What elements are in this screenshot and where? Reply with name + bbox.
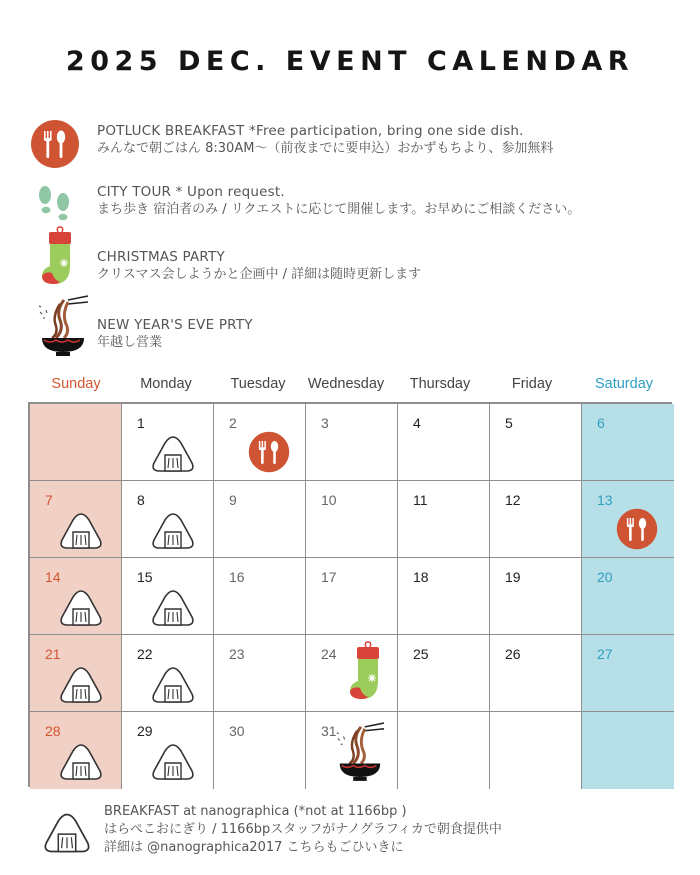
legend-title: CITY TOUR * Upon request. (97, 184, 285, 200)
day-number: 13 (597, 492, 613, 508)
legend-description: みんなで朝ごはん 8:30AM～（前夜までに要申込）おかずもちより、参加無料 (97, 141, 554, 156)
potluck-icon (246, 429, 292, 475)
day-number: 10 (321, 492, 337, 508)
onigiri-icon (150, 511, 196, 551)
legend-title: CHRISTMAS PARTY (97, 249, 225, 265)
calendar-day-cell (582, 404, 674, 481)
calendar-day-cell (490, 404, 582, 481)
footer-note (104, 803, 502, 857)
day-number: 15 (137, 569, 153, 585)
calendar-day-cell (122, 712, 214, 789)
calendar-day-cell (398, 712, 490, 789)
onigiri-icon (150, 588, 196, 628)
day-number: 5 (505, 415, 513, 431)
calendar-day-cell (398, 558, 490, 635)
calendar-day-cell (582, 481, 674, 558)
calendar-grid (28, 402, 672, 787)
soba-icon (332, 716, 386, 786)
day-number: 26 (505, 646, 521, 662)
day-number: 27 (597, 646, 613, 662)
day-number: 24 (321, 646, 337, 662)
legend-item-city-tour (0, 180, 700, 230)
onigiri-icon (150, 742, 196, 782)
calendar-day-cell (306, 558, 398, 635)
legend-item-christmas (0, 232, 700, 294)
calendar-day-cell (122, 481, 214, 558)
footer-line-2: はらぺこおにぎり / 1166bpスタッフがナノグラフィカで朝食提供中 (104, 822, 502, 837)
calendar-day-cell (30, 635, 122, 712)
day-number: 17 (321, 569, 337, 585)
footer-line-1: BREAKFAST at nanographica (*not at 1166bp ) (104, 804, 407, 819)
weekday-friday: Friday (511, 376, 553, 392)
day-number: 6 (597, 415, 605, 431)
day-number: 2 (229, 415, 237, 431)
potluck-icon (614, 506, 660, 552)
legend-description: 年越し営業 (97, 335, 163, 350)
calendar-day-cell (30, 712, 122, 789)
day-number: 22 (137, 646, 153, 662)
day-number: 3 (321, 415, 329, 431)
weekday-tuesday: Tuesday (230, 376, 286, 392)
calendar-day-cell (122, 558, 214, 635)
onigiri-icon (58, 742, 104, 782)
day-number: 19 (505, 569, 521, 585)
calendar-day-cell (30, 558, 122, 635)
calendar-day-cell (214, 481, 306, 558)
day-number: 25 (413, 646, 429, 662)
day-number: 31 (321, 723, 337, 739)
onigiri-icon (58, 588, 104, 628)
calendar-day-cell (214, 635, 306, 712)
footer-line-3: 詳細は @nanographica2017 こちらもごひいきに (104, 840, 404, 855)
calendar-day-cell (214, 712, 306, 789)
calendar-day-cell (398, 404, 490, 481)
weekday-thursday: Thursday (409, 376, 471, 392)
legend-title: POTLUCK BREAKFAST *Free participation, bring one side dish. (97, 123, 524, 139)
day-number: 14 (45, 569, 61, 585)
soba-icon (34, 292, 90, 358)
stocking-icon (344, 641, 386, 705)
day-number: 16 (229, 569, 245, 585)
legend-item-new-years-eve (0, 296, 700, 360)
day-number: 7 (45, 492, 53, 508)
weekday-sunday: Sunday (51, 376, 101, 392)
calendar-day-cell (122, 404, 214, 481)
calendar-day-cell (214, 558, 306, 635)
onigiri-icon (42, 811, 92, 855)
weekday-monday: Monday (140, 376, 192, 392)
calendar-day-cell (214, 404, 306, 481)
day-number: 30 (229, 723, 245, 739)
legend-description: クリスマス会しようかと企画中 / 詳細は随時更新します (97, 267, 422, 282)
calendar-day-cell (306, 481, 398, 558)
calendar-day-cell (306, 404, 398, 481)
day-number: 1 (137, 415, 145, 431)
calendar-day-cell (306, 635, 398, 712)
onigiri-icon (58, 511, 104, 551)
day-number: 11 (413, 492, 428, 508)
calendar-day-cell (582, 712, 674, 789)
legend-title: NEW YEAR'S EVE PRTY (97, 317, 253, 333)
calendar-day-cell (490, 481, 582, 558)
onigiri-icon (150, 665, 196, 705)
day-number: 23 (229, 646, 245, 662)
day-number: 21 (45, 646, 61, 662)
calendar-day-cell (582, 635, 674, 712)
legend-item-potluck (0, 119, 700, 169)
weekday-wednesday: Wednesday (307, 376, 385, 392)
day-number: 12 (505, 492, 521, 508)
day-number: 4 (413, 415, 421, 431)
calendar-day-cell (490, 712, 582, 789)
footprints-icon (30, 180, 80, 230)
calendar-day-cell (30, 481, 122, 558)
day-number: 9 (229, 492, 237, 508)
calendar-day-cell (490, 558, 582, 635)
day-number: 8 (137, 492, 145, 508)
weekday-saturday: Saturday (594, 376, 654, 392)
potluck-icon (30, 119, 80, 169)
page-title: 2025 DEC. EVENT CALENDAR (65, 46, 635, 77)
onigiri-icon (150, 434, 196, 474)
calendar-day-cell (30, 404, 122, 481)
day-number: 29 (137, 723, 153, 739)
day-number: 20 (597, 569, 613, 585)
calendar-day-cell (582, 558, 674, 635)
calendar-day-cell (490, 635, 582, 712)
day-number: 18 (413, 569, 429, 585)
calendar-day-cell (122, 635, 214, 712)
calendar-day-cell (306, 712, 398, 789)
stocking-icon (36, 226, 78, 290)
calendar-day-cell (398, 481, 490, 558)
calendar-day-cell (398, 635, 490, 712)
onigiri-icon (58, 665, 104, 705)
day-number: 28 (45, 723, 61, 739)
legend-description: まち歩き 宿泊者のみ / リクエストに応じて開催します。お早めにご相談ください。 (97, 202, 581, 217)
